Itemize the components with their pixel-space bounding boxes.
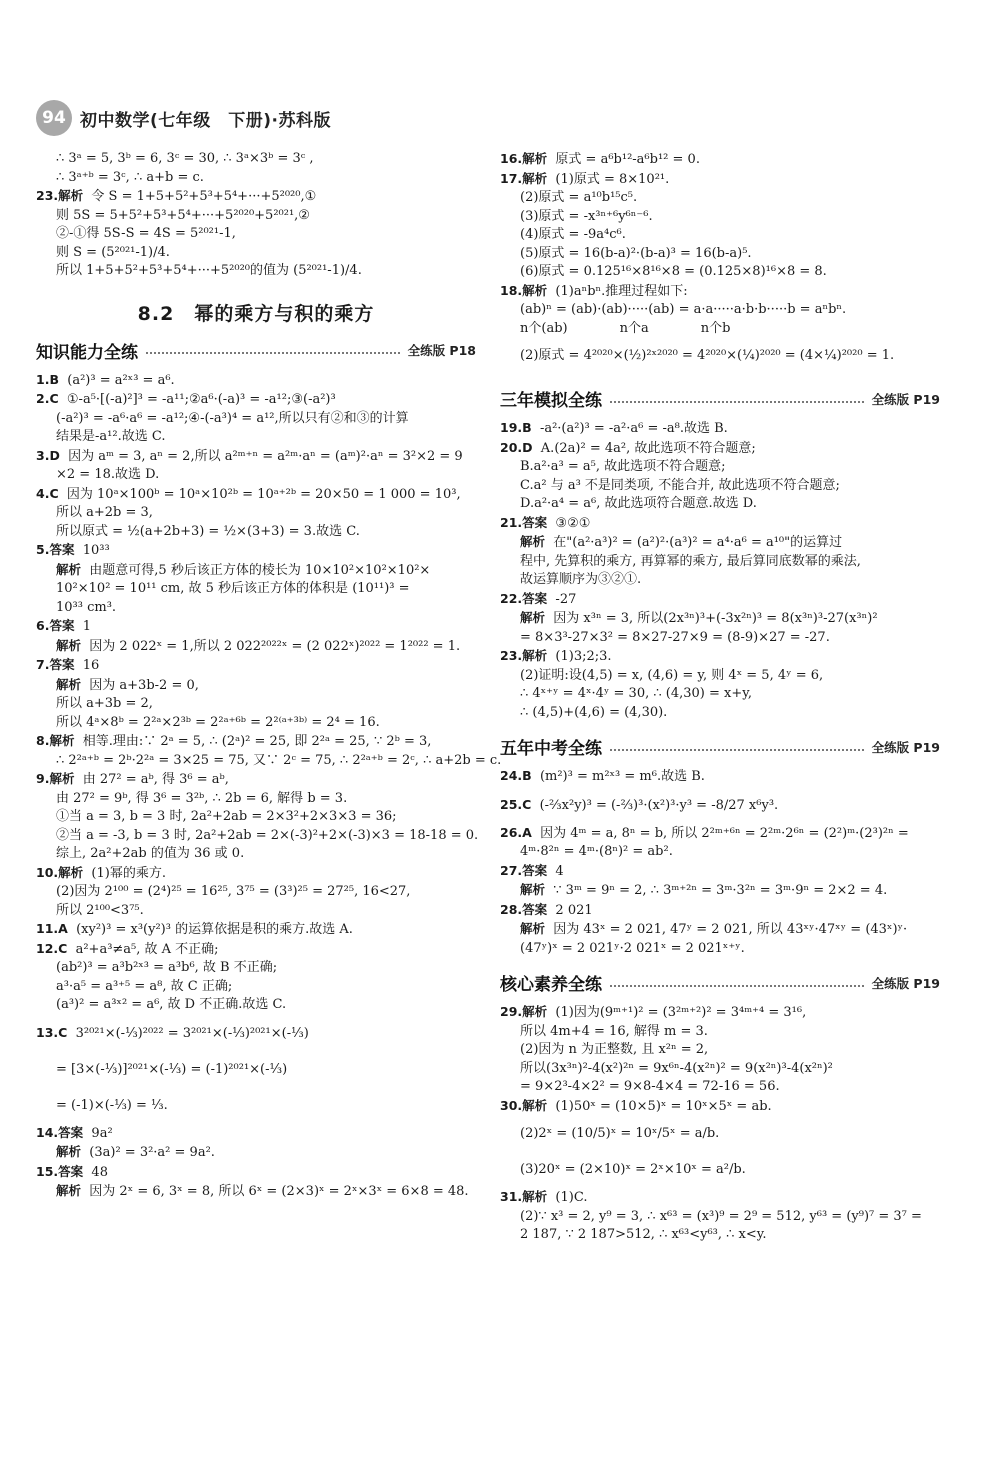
- answer-label: 21.答案: [500, 514, 548, 530]
- answer-text: ∴ (4,5)+(4,6) = (4,30).: [520, 704, 668, 720]
- answer-text: 所以 1+5+5²+5³+5⁴+···+5²⁰²⁰的值为 (5²⁰²¹-1)/4.: [56, 263, 362, 278]
- answer-line: [36, 410, 476, 429]
- answer-label: 19.B: [500, 420, 532, 435]
- answer-text: 令 S = 1+5+5²+5³+5⁴+···+5²⁰²⁰,①: [91, 189, 317, 204]
- answer-text: ∴ 4ˣ⁺ʸ = 4ˣ·4ʸ = 30, ∴ (4,30) = x+y,: [520, 686, 752, 701]
- answer-text: (1)aⁿbⁿ.推理过程如下:: [555, 283, 688, 299]
- answer-text: 因为 a+3b-2 = 0,: [89, 677, 199, 693]
- answer-line: [500, 1226, 940, 1245]
- answer-line: [36, 561, 476, 581]
- answer-line: [500, 301, 940, 320]
- right-sannian-block: [500, 419, 940, 722]
- answer-text: ∴ 3ᵃ = 5, 3ᵇ = 6, 3ᶜ = 30, ∴ 3ᵃ×3ᵇ = 3ᶜ ,: [56, 151, 314, 166]
- answer-line: [500, 940, 940, 959]
- answer-line: [500, 704, 940, 723]
- answer-text: = [3×(-⅓)]²⁰²¹×(-⅓) = (-1)²⁰²¹×(-⅓): [56, 1061, 288, 1077]
- answer-line: [36, 599, 476, 618]
- answer-text: 相等.理由:∵ 2ᵃ = 5, ∴ (2ᵃ)² = 25, 即 2²ᵃ = 25, ∵ 2ᵇ = 3,: [82, 734, 432, 749]
- answer-text: (m²)³ = m²ˣ³ = m⁶.故选 B.: [539, 769, 705, 784]
- answer-text: 所以 a+2b = 3,: [56, 505, 153, 520]
- answer-text: a²+a³≠a⁵, 故 A 不正确;: [75, 941, 219, 957]
- left-main-block: [36, 371, 502, 1202]
- answer-text: ∴ 2²ᵃ⁺ᵇ = 2ᵇ·2²ᵃ = 3×25 = 75, 又∵ 2ᶜ = 75, ∴ 2²ᵃ⁺ᵇ = 2ᶜ, ∴ a+2b = c.: [56, 752, 502, 768]
- answer-line: [500, 1097, 940, 1117]
- answer-text: ×2 = 18.故选 D.: [56, 467, 160, 482]
- answer-text: ①-a⁵·[(-a)²]³ = -a¹¹;②a⁶·(-a)³ = -a¹²;③(-a²)³: [66, 392, 336, 407]
- answer-line: [500, 862, 940, 882]
- answer-text: 因为 x³ⁿ = 3, 所以(2x³ⁿ)³+(-3x²ⁿ)³ = 8(x³ⁿ)³-27(x³ⁿ)²: [553, 611, 878, 626]
- band-divider: [610, 401, 864, 403]
- answer-text: (3a)² = 3²·a² = 9a².: [89, 1145, 215, 1160]
- answer-label: 23.解析: [36, 188, 84, 203]
- left-top-block: [36, 150, 476, 281]
- answer-line: [500, 1208, 940, 1227]
- answer-label: 8.解析: [36, 733, 75, 748]
- answer-text: 因为 43ˣ = 2 021, 47ʸ = 2 021, 所以 43ˣʸ·47ˣʸ = (43ˣ)ʸ·: [553, 922, 908, 937]
- answer-line: [500, 571, 940, 590]
- answer-label: 24.B: [500, 768, 532, 783]
- answer-line: [36, 428, 476, 447]
- answer-line: [500, 514, 940, 534]
- answer-line: [500, 647, 940, 667]
- answer-line: [36, 864, 476, 884]
- answer-line: [500, 609, 940, 629]
- answer-line: [36, 883, 476, 902]
- answer-line: [500, 824, 940, 844]
- answer-line: [36, 466, 476, 485]
- left-column: [36, 150, 502, 1451]
- answer-text: 所以原式 = ½(a+2b+3) = ½×(3+3) = 3.故选 C.: [56, 523, 360, 539]
- answer-text: ②-①得 5S-S = 4S = 5²⁰²¹-1,: [56, 226, 236, 241]
- answer-text: ②当 a = -3, b = 3 时, 2a²+2ab = 2×(-3)²+2×(-3)×3 = 18-18 = 0.: [56, 827, 479, 843]
- answer-label: 解析: [56, 637, 82, 653]
- band-title: 知识能力全练: [36, 342, 138, 363]
- answer-text: 10³³ cm³.: [56, 599, 117, 615]
- section-title: 8.2 幂的乘方与积的乘方: [137, 302, 375, 325]
- answer-line: [36, 485, 476, 505]
- answer-line: [500, 1152, 940, 1188]
- answer-text: 所以 a+3b = 2,: [56, 696, 153, 711]
- answer-line: [36, 1143, 476, 1163]
- answer-label: 16.解析: [500, 151, 548, 166]
- answer-line: [36, 714, 476, 733]
- answer-text: (5)原式 = 16(b-a)²·(b-a)³ = 16(b-a)⁵.: [520, 245, 752, 261]
- answer-line: [500, 477, 940, 496]
- answer-text: (4)原式 = -9a⁴c⁶.: [520, 227, 626, 242]
- answer-label: 27.答案: [500, 862, 548, 878]
- band-title: 核心素养全练: [500, 975, 602, 995]
- answer-text: 因为 4ᵐ = a, 8ⁿ = b, 所以 2²ᵐ⁺⁶ⁿ = 2²ᵐ·2⁶ⁿ = (2²)ᵐ·(2³)²ⁿ =: [540, 825, 909, 841]
- band-hexin: [500, 970, 940, 995]
- answer-line: [500, 1116, 940, 1152]
- answer-line: [36, 920, 476, 940]
- answer-text: (1)幂的乘方.: [91, 865, 166, 881]
- answer-text: ①当 a = 3, b = 3 时, 2a²+2ab = 2×3²+2×3×3 = 36;: [56, 809, 397, 824]
- answer-line: [36, 752, 502, 771]
- answer-text: 综上, 2a²+2ab 的值为 36 或 0.: [56, 846, 245, 861]
- answer-line: [36, 978, 476, 997]
- right-column: [500, 150, 940, 1451]
- answer-label: 17.解析: [500, 170, 548, 186]
- answer-text: 程中, 先算积的乘方, 再算幂的乘方, 最后算同底数幂的乘法,: [520, 553, 861, 569]
- answer-line: [500, 1078, 940, 1097]
- answer-text: 所以(3x³ⁿ)²-4(x²)²ⁿ = 9x⁶ⁿ-4(x²ⁿ)² = 9(x²ⁿ)³-4(x²ⁿ)²: [520, 1060, 833, 1076]
- answer-line: [500, 245, 940, 264]
- answer-line: [500, 685, 940, 704]
- answer-line: [500, 495, 940, 514]
- band-title: 三年模拟全练: [500, 391, 602, 411]
- answer-text: 4ᵐ·8²ⁿ = 4ᵐ·(8ⁿ)² = ab².: [520, 844, 673, 859]
- answer-text: 48: [91, 1164, 108, 1180]
- answer-text: (1)3;2;3.: [555, 649, 612, 664]
- answer-line: [36, 262, 476, 281]
- answer-text: (3)原式 = -x³ⁿ⁺⁶y⁶ⁿ⁻⁶.: [520, 208, 653, 224]
- answer-text: (2)原式 = 4²⁰²⁰×(½)²ˣ²⁰²⁰ = 4²⁰²⁰×(¼)²⁰²⁰ = (4×¼)²⁰²⁰ = 1.: [520, 348, 895, 363]
- answer-label: 9.解析: [36, 771, 75, 786]
- answer-label: 解析: [56, 1183, 82, 1198]
- answer-line: [36, 845, 476, 864]
- answer-line: [500, 338, 940, 374]
- answer-line: [36, 244, 476, 263]
- answer-text: (6)原式 = 0.125¹⁶×8¹⁶×8 = (0.125×8)¹⁶×8 = 8.: [520, 264, 827, 279]
- answer-line: [500, 787, 940, 824]
- answer-text: (2)原式 = a¹⁰b¹⁵c⁵.: [520, 190, 638, 205]
- answer-text: B.a²·a³ = a⁵, 故此选项不符合题意;: [520, 459, 726, 474]
- answer-text: (xy²)³ = x³(y²)³ 的运算依据是积的乘方.故选 A.: [76, 922, 353, 937]
- answer-line: [500, 1003, 940, 1023]
- answer-text: C.a² 与 a³ 不是同类项, 不能合并, 故此选项不符合题意;: [520, 477, 840, 493]
- answer-line: [36, 1163, 476, 1183]
- answer-line: [500, 189, 940, 208]
- answer-line: [500, 263, 940, 282]
- answer-label: 31.解析: [500, 1189, 548, 1204]
- answer-text: 则 S = (5²⁰²¹-1)/4.: [56, 244, 170, 260]
- answer-line: [36, 169, 476, 188]
- answer-text: 结果是-a¹².故选 C.: [56, 429, 166, 444]
- right-wunian-block: [500, 767, 940, 958]
- answer-text: (47ʸ)ˣ = 2 021ʸ·2 021ˣ = 2 021ˣ⁺ʸ.: [520, 940, 745, 956]
- answer-label: 2.C: [36, 391, 59, 406]
- answer-line: [500, 226, 940, 245]
- answer-line: [36, 732, 476, 752]
- answer-label: 30.解析: [500, 1097, 548, 1113]
- answer-text: 由题意可得,5 秒后该正方体的棱长为 10×10²×10²×10²×: [89, 562, 431, 578]
- answer-line: [500, 1023, 940, 1042]
- answer-line: [500, 1188, 940, 1208]
- answer-line: [500, 667, 940, 686]
- band-title: 五年中考全练: [500, 739, 602, 759]
- answer-label: 12.C: [36, 940, 68, 956]
- band-divider: [610, 985, 864, 987]
- answer-text: (a²)³ = a²ˣ³ = a⁶.: [67, 372, 175, 388]
- answer-label: 6.答案: [36, 618, 75, 633]
- answer-text: ∴ 3ᵃ⁺ᵇ = 3ᶜ, ∴ a+b = c.: [56, 169, 204, 185]
- answer-line: [500, 767, 940, 787]
- answer-line: [36, 770, 476, 790]
- answer-text: (2)∵ x³ = 2, y⁹ = 3, ∴ x⁶³ = (x³)⁹ = 2⁹ = 512, y⁶³ = (y⁹)⁷ = 3⁷ =: [520, 1208, 922, 1224]
- answer-line: [36, 902, 476, 921]
- answer-text: (-⅔x²y)³ = (-⅔)³·(x²)³·y³ = -8/27 x⁶y³.: [539, 797, 779, 813]
- answer-text: A.(2a)² = 4a², 故此选项不符合题意;: [540, 440, 756, 456]
- band-divider: [610, 749, 864, 751]
- answer-text: = 8×3³-27×3² = 8×27-27×9 = (8-9)×27 = -27.: [520, 629, 830, 645]
- answer-line: [500, 553, 940, 572]
- answer-text: 则 5S = 5+5²+5³+5⁴+···+5²⁰²⁰+5²⁰²¹,②: [56, 207, 310, 223]
- band-ref: 全练版 P18: [407, 343, 476, 358]
- answer-label: 解析: [56, 676, 82, 692]
- answer-text: n个(ab) n个a n个b: [520, 320, 731, 336]
- answer-text: D.a²·a⁴ = a⁶, 故此选项符合题意.故选 D.: [520, 496, 757, 511]
- answer-text: 故运算顺序为③②①.: [520, 572, 642, 587]
- right-hexin-block: [500, 1003, 940, 1245]
- answer-line: [500, 320, 940, 339]
- answer-line: [500, 458, 940, 477]
- answer-text: -a²·(a²)³ = -a²·a⁶ = -a⁸.故选 B.: [539, 421, 728, 436]
- answer-text: ∵ 3ᵐ = 9ⁿ = 2, ∴ 3ᵐ⁺²ⁿ = 3ᵐ·3²ⁿ = 3ᵐ·9ⁿ = 2×2 = 4.: [553, 883, 888, 898]
- answer-text: 所以 4ᵃ×8ᵇ = 2²ᵃ×2³ᵇ = 2²ᵃ⁺⁶ᵇ = 2²⁽ᵃ⁺³ᵇ⁾ = 2⁴ = 16.: [56, 714, 380, 730]
- answer-line: [36, 541, 476, 561]
- answer-text: 4: [555, 863, 564, 879]
- answer-line: [36, 959, 476, 978]
- answer-line: [36, 676, 476, 696]
- answer-label: 25.C: [500, 796, 532, 812]
- answer-line: [36, 580, 476, 599]
- answer-text: = (-1)×(-⅓) = ⅓.: [56, 1097, 168, 1113]
- answer-line: [36, 1015, 476, 1052]
- answer-text: (-a²)³ = -a⁶·a⁶ = -a¹²;④-(-a³)⁴ = a¹²,所以只有②和③的计算: [56, 410, 409, 426]
- answer-text: ③②①: [555, 515, 591, 531]
- band-ref: 全练版 P19: [871, 975, 940, 991]
- answer-label: 23.解析: [500, 648, 548, 663]
- band-ref: 全练版 P19: [871, 739, 940, 755]
- answer-text: 原式 = a⁶b¹²-a⁶b¹² = 0.: [555, 152, 700, 167]
- answer-label: 15.答案: [36, 1163, 84, 1179]
- answer-line: [500, 439, 940, 459]
- answer-text: 在"(a²·a³)² = (a²)²·(a³)² = a⁴·a⁶ = a¹⁰"的运算过: [553, 535, 843, 550]
- band-divider: [146, 352, 400, 354]
- answer-label: 解析: [56, 1144, 82, 1159]
- right-top-block: [500, 150, 940, 374]
- answer-line: [36, 1182, 476, 1202]
- answer-text: (2)2ˣ = (10/5)ˣ = 10ˣ/5ˣ = a/b.: [520, 1126, 720, 1141]
- answer-line: [36, 207, 476, 226]
- answer-text: (1)原式 = 8×10²¹.: [555, 171, 670, 187]
- answer-line: [36, 996, 476, 1015]
- answer-text: (ab)ⁿ = (ab)·(ab)·····(ab) = a·a·····a·b·b·····b = aⁿbⁿ.: [520, 302, 847, 317]
- band-zhishi: [36, 338, 476, 363]
- answer-label: 26.A: [500, 824, 532, 840]
- answer-text: (2)因为 n 为正整数, 且 x²ⁿ = 2,: [520, 1042, 709, 1057]
- answer-line: [36, 656, 476, 676]
- answer-label: 29.解析: [500, 1004, 548, 1019]
- answer-text: (2)证明:设(4,5) = x, (4,6) = y, 则 4ˣ = 5, 4ʸ = 6,: [520, 667, 824, 683]
- answer-line: [36, 150, 476, 169]
- answer-line: [36, 1052, 476, 1088]
- answer-line: [500, 1041, 940, 1060]
- answer-line: [36, 617, 476, 637]
- answer-label: 14.答案: [36, 1124, 84, 1140]
- answer-line: [500, 881, 940, 901]
- answer-label: 10.解析: [36, 864, 84, 880]
- answer-label: 18.解析: [500, 282, 548, 298]
- answer-text: 9a²: [91, 1125, 113, 1141]
- answer-line: [36, 523, 476, 542]
- answer-label: 3.D: [36, 447, 60, 463]
- answer-text: 因为 2ˣ = 6, 3ˣ = 8, 所以 6ˣ = (2×3)ˣ = 2ˣ×3ˣ = 6×8 = 48.: [89, 1184, 469, 1199]
- page-header: [36, 100, 331, 136]
- answer-label: 11.A: [36, 921, 68, 936]
- answer-line: [500, 1060, 940, 1079]
- answer-text: = 9×2³-4×2² = 9×8-4×4 = 72-16 = 56.: [520, 1079, 780, 1094]
- answer-text: a³·a⁵ = a³⁺⁵ = a⁸, 故 C 正确;: [56, 978, 233, 994]
- answer-text: (ab²)³ = a³b²ˣ³ = a³b⁶, 故 B 不正确;: [56, 960, 278, 975]
- answer-line: [36, 808, 476, 827]
- answer-text: 1: [82, 619, 91, 634]
- answer-line: [36, 447, 476, 467]
- band-ref: 全练版 P19: [871, 391, 940, 407]
- answer-line: [36, 504, 476, 523]
- answer-line: [500, 533, 940, 553]
- answer-text: 16: [82, 658, 100, 673]
- answer-label: 28.答案: [500, 901, 548, 917]
- page-number: 94: [36, 100, 72, 136]
- answer-line: [500, 419, 940, 439]
- answer-line: [500, 170, 940, 190]
- answer-line: [500, 843, 940, 862]
- answer-text: 3²⁰²¹×(-⅓)²⁰²² = 3²⁰²¹×(-⅓)²⁰²¹×(-⅓): [75, 1025, 309, 1041]
- answer-label: 7.答案: [36, 657, 75, 672]
- answer-line: [500, 282, 940, 302]
- answer-text: (a³)² = a³ˣ² = a⁶, 故 D 不正确.故选 C.: [56, 997, 287, 1012]
- answer-line: [36, 695, 476, 714]
- answer-line: [500, 920, 940, 940]
- answer-text: (1)因为(9ᵐ⁺¹)² = (3²ᵐ⁺²)² = 3⁴ᵐ⁺⁴ = 3¹⁶,: [555, 1005, 807, 1020]
- answer-label: 22.答案: [500, 590, 548, 606]
- answer-text: (3)20ˣ = (2×10)ˣ = 2ˣ×10ˣ = a²/b.: [520, 1162, 746, 1177]
- answer-label: 20.D: [500, 439, 533, 455]
- answer-line: [500, 150, 940, 170]
- answer-line: [500, 208, 940, 227]
- answer-text: (2)因为 2¹⁰⁰ = (2⁴)²⁵ = 16²⁵, 3⁷⁵ = (3³)²⁵ = 27²⁵, 16<27,: [56, 884, 411, 899]
- answer-text: 因为 aᵐ = 3, aⁿ = 2,所以 a²ᵐ⁺ⁿ = a²ᵐ·aⁿ = (aᵐ)²·aⁿ = 3²×2 = 9: [68, 448, 463, 464]
- answer-text: (1)C.: [555, 1190, 588, 1205]
- band-wunian: [500, 734, 940, 759]
- answer-line: [36, 1124, 476, 1144]
- answer-line: [36, 790, 476, 809]
- answer-line: [36, 225, 476, 244]
- answer-line: [36, 371, 476, 391]
- answer-label: 解析: [520, 534, 546, 549]
- answer-text: 所以 4m+4 = 16, 解得 m = 3.: [520, 1023, 708, 1039]
- answer-text: 由 27² = aᵇ, 得 3⁶ = aᵇ,: [82, 772, 229, 787]
- answer-text: 10³³: [82, 543, 110, 558]
- answer-label: 解析: [520, 882, 546, 897]
- answer-text: 由 27² = 9ᵇ, 得 3⁶ = 3²ᵇ, ∴ 2b = 6, 解得 b = 3.: [56, 790, 348, 806]
- answer-line: [36, 940, 476, 960]
- answer-line: [36, 1088, 476, 1124]
- answer-line: [500, 901, 940, 921]
- answer-line: [36, 637, 476, 657]
- answer-line: [36, 187, 476, 207]
- answer-label: 5.答案: [36, 542, 75, 557]
- answer-line: [500, 590, 940, 610]
- answer-label: 13.C: [36, 1024, 68, 1040]
- answer-text: 10²×10² = 10¹¹ cm, 故 5 秒后该正方体的体积是 (10¹¹)³ =: [56, 581, 410, 596]
- answer-text: -27: [555, 591, 577, 607]
- answer-text: 所以 2¹⁰⁰<3⁷⁵.: [56, 902, 144, 918]
- answer-label: 4.C: [36, 485, 59, 501]
- answer-label: 解析: [520, 921, 546, 936]
- answer-text: 2 187, ∵ 2 187>512, ∴ x⁶³<y⁶³, ∴ x<y.: [520, 1227, 767, 1242]
- answer-line: [500, 629, 940, 648]
- answer-line: [36, 827, 479, 846]
- answer-text: 因为 2 022ˣ = 1,所以 2 022²⁰²²ˣ = (2 022ˣ)²⁰²² = 1²⁰²² = 1.: [89, 638, 461, 654]
- band-sannian: [500, 386, 940, 411]
- answer-label: 1.B: [36, 371, 59, 387]
- answer-line: [36, 390, 476, 410]
- book-title: 初中数学(七年级 下册)·苏科版: [80, 110, 331, 131]
- answer-text: 2 021: [555, 902, 593, 918]
- answer-label: 解析: [56, 561, 82, 577]
- answer-text: 因为 10ᵃ×100ᵇ = 10ᵃ×10²ᵇ = 10ᵃ⁺²ᵇ = 20×50 = 1 000 = 10³,: [66, 486, 461, 502]
- answer-text: (1)50ˣ = (10×5)ˣ = 10ˣ×5ˣ = ab.: [555, 1098, 772, 1114]
- answer-label: 解析: [520, 610, 546, 625]
